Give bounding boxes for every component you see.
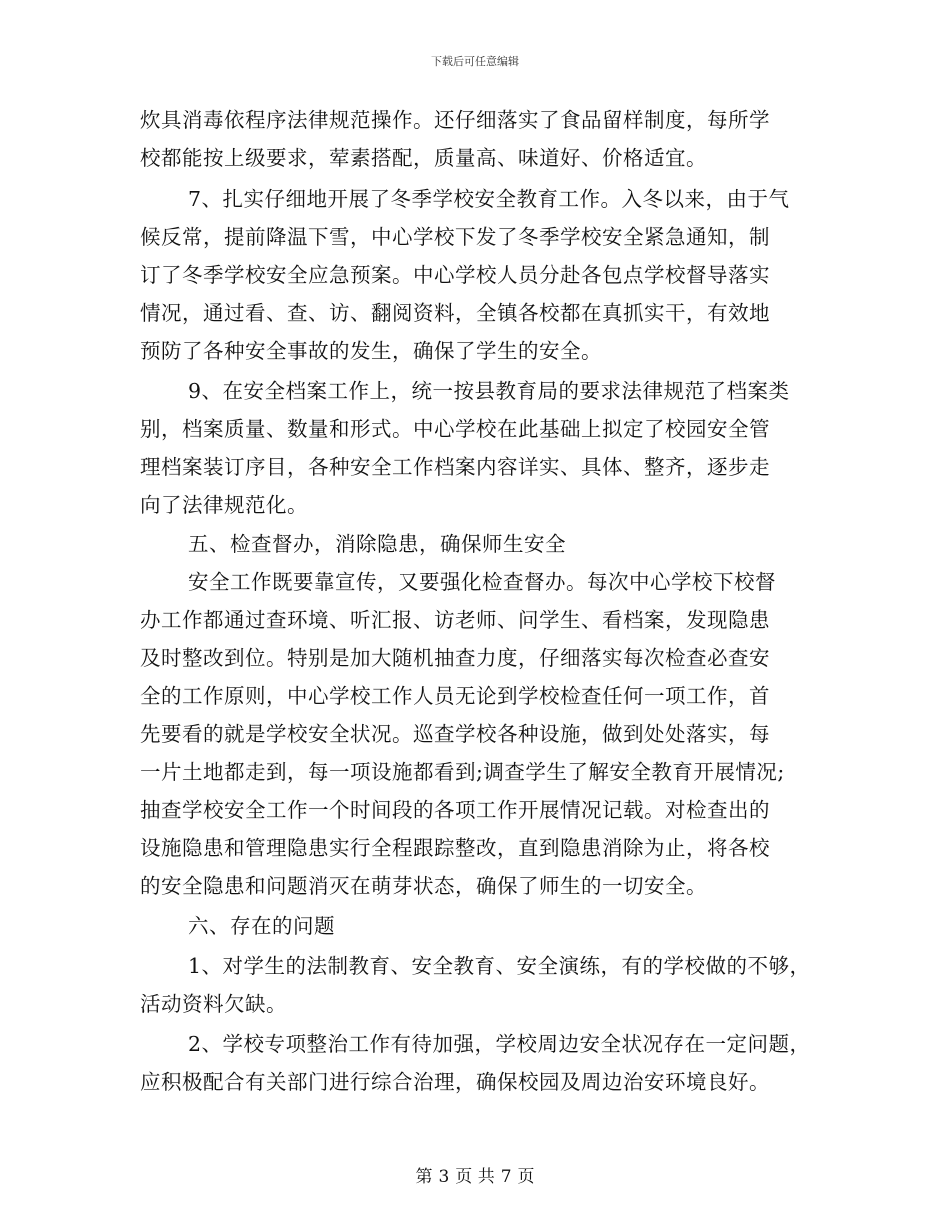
text-line: 炊具消毒依程序法律规范操作。还仔细落实了食品留样制度，每所学 [140, 108, 770, 132]
text-line: 别，档案质量、数量和形式。中心学校在此基础上拟定了校园安全管 [140, 417, 770, 441]
text-line: 设施隐患和管理隐患实行全程跟踪整改，直到隐患消除为止，将各校 [140, 836, 770, 860]
text-line: 一片土地都走到，每一项设施都看到;调查学生了解安全教育开展情况; [140, 760, 785, 784]
text-line: 理档案装订序目，各种安全工作档案内容详实、具体、整齐，逐步走 [140, 455, 770, 479]
text-line: 9、在安全档案工作上，统一按县教育局的要求法律规范了档案类 [188, 379, 790, 403]
page-label-suffix: 页 [517, 1167, 535, 1187]
text-line: 订了冬季学校安全应急预案。中心学校人员分赴各包点学校督导落实 [140, 263, 770, 287]
text-line: 向了法律规范化。 [140, 493, 308, 517]
page-label-prefix: 第 [415, 1167, 433, 1187]
text-line: 先要看的就是学校安全状况。巡查学校各种设施，做到处处落实，每 [140, 722, 770, 746]
text-line: 抽查学校安全工作一个时间段的各项工作开展情况记载。对检查出的 [140, 798, 770, 822]
section-heading: 六、存在的问题 [188, 914, 335, 938]
text-line: 及时整改到位。特别是加大随机抽查力度，仔细落实每次检查必查安 [140, 646, 770, 670]
section-heading: 五、检查督办，消除隐患，确保师生安全 [188, 532, 566, 556]
text-line: 安全工作既要靠宣传，又要强化检查督办。每次中心学校下校督 [188, 570, 776, 594]
page-number-total: 7 [500, 1167, 512, 1187]
page-number-current: 3 [438, 1167, 450, 1187]
text-line: 2、学校专项整治工作有待加强，学校周边安全状况存在一定问题， [188, 1032, 811, 1056]
page-footer [0, 1162, 950, 1187]
page-label-mid: 页 共 [455, 1167, 495, 1187]
text-line: 7、扎实仔细地开展了冬季学校安全教育工作。入冬以来，由于气 [188, 187, 790, 211]
text-line: 全的工作原则，中心学校工作人员无论到学校检查任何一项工作，首 [140, 684, 770, 708]
text-line: 的安全隐患和问题消灭在萌芽状态，确保了师生的一切安全。 [140, 874, 707, 898]
text-line: 情况，通过看、查、访、翻阅资料，全镇各校都在真抓实干，有效地 [140, 301, 770, 325]
text-line: 办工作都通过查环境、听汇报、访老师、问学生、看档案，发现隐患 [140, 608, 770, 632]
text-line: 候反常，提前降温下雪，中心学校下发了冬季学校安全紧急通知，制 [140, 225, 770, 249]
text-line: 预防了各种安全事故的发生，确保了学生的安全。 [140, 339, 602, 363]
page-header-note: 下载后可任意编辑 [431, 55, 519, 68]
text-line: 活动资料欠缺。 [140, 992, 287, 1016]
text-line: 校都能按上级要求，荤素搭配，质量高、味道好、价格适宜。 [140, 146, 707, 170]
text-line: 1、对学生的法制教育、安全教育、安全演练，有的学校做的不够， [188, 954, 811, 978]
text-line: 应积极配合有关部门进行综合治理，确保校园及周边治安环境良好。 [140, 1070, 770, 1094]
